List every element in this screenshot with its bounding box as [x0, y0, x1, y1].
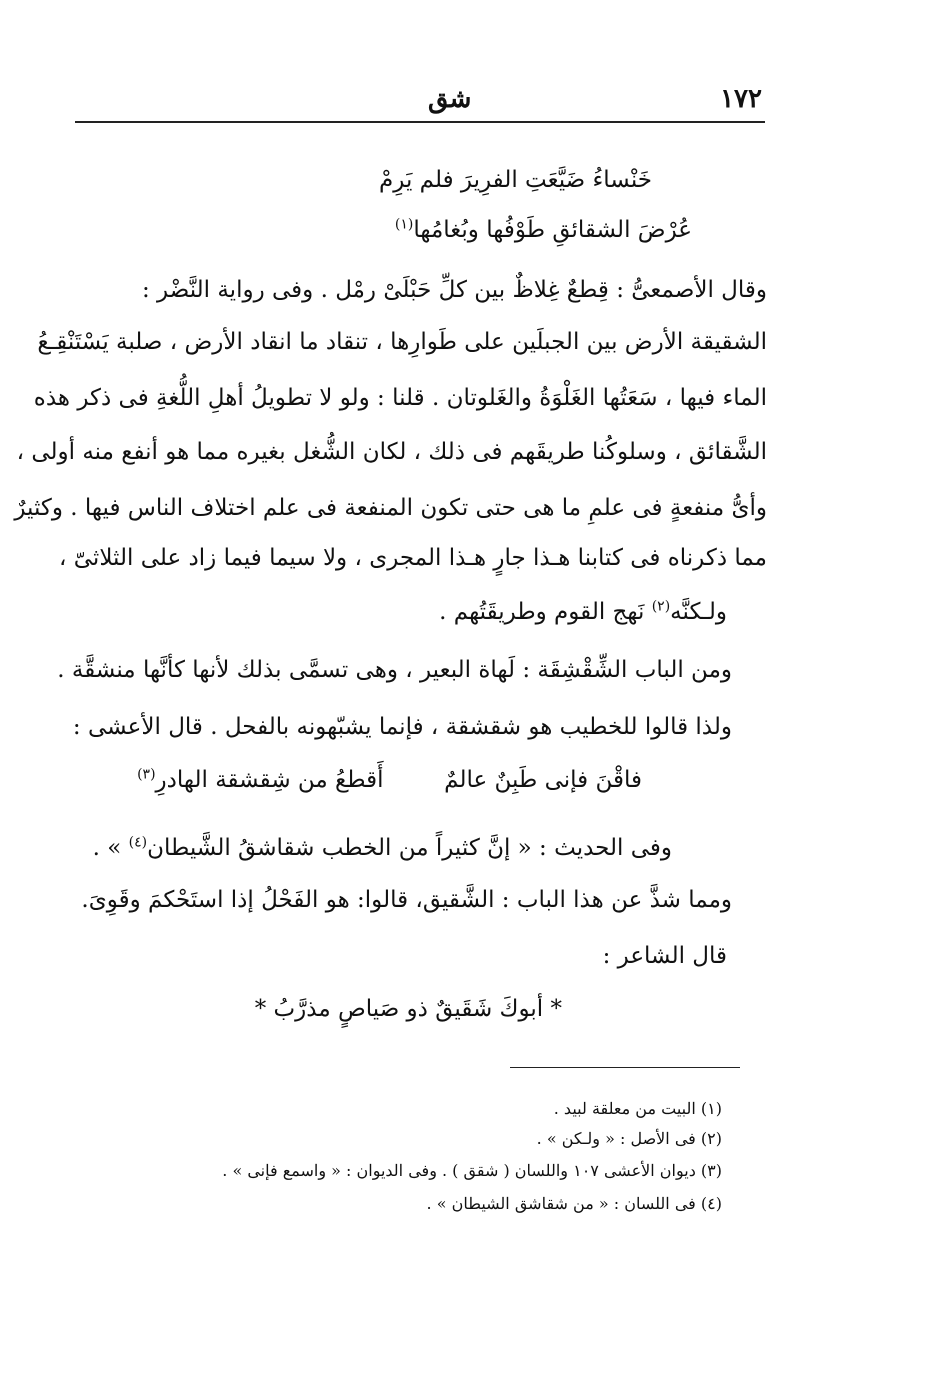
footnote-marker: (١) [394, 216, 414, 233]
paragraph-line [93, 833, 672, 863]
page-number: ١٧٢ [720, 84, 762, 114]
text-segment: » . [92, 835, 122, 861]
verse-line-4: * أبوكَ شَقَيقٌ ذو صَياصٍ مذرَّبُ * [254, 996, 562, 1022]
header-rule [75, 121, 765, 123]
running-head-root: شق [428, 84, 472, 114]
verse-text: خَنْساءُ ضَيَّعَتِ الفرِيرَ فلم يَرِمْ [379, 167, 652, 193]
paragraph-line: ولذا قالوا للخطيب هو شقشقة ، فإنما يشبّهونه بالفحل . قال الأعشى : [72, 714, 732, 740]
footnote-text: ديوان الأعشى ١٠٧ واللسان ( شقق ) . وفى الديوان : « واسمع فإنى » . [222, 1161, 696, 1180]
footnote-text: البيت من معلقة لبيد . [553, 1099, 696, 1118]
verse-line-1 [379, 165, 652, 195]
paragraph-line: وقال الأصمعىُّ : قِطعٌ غِلاظٌ بين كلِّ حَبْلَىْ رمْل . وفى رواية النَّضْر : [142, 277, 767, 303]
verse-hemistich-2: أَقطعُ من شِقشقة الهادرِ [155, 767, 384, 793]
footnote [537, 1128, 722, 1150]
footnote-marker: (٢) [651, 598, 671, 615]
paragraph-line: وأىُّ منفعةٍ فى علمِ ما هى حتى تكون المنفعة فى علم اختلاف الناس فيها . وكثيرٌ [14, 495, 767, 521]
footnote-number: (٣) [700, 1161, 722, 1180]
footnote-number: (٢) [700, 1129, 722, 1148]
footnote-number: (١) [700, 1099, 722, 1118]
paragraph-line: ومما شذَّ عن هذا الباب : الشَّقيق، قالوا: هو الفَحْلُ إذا استَحْكمَ وقَوِىَ. [81, 887, 732, 913]
footnote-rule [510, 1067, 740, 1068]
verse-hemistich-1: فاقْنَ فإنى طَبِنٌ عالمٌ [444, 767, 642, 793]
verse-line-3 [137, 765, 642, 795]
footnote-number: (٤) [700, 1194, 722, 1213]
paragraph-line: ومن الباب الشِّقْشِقَة : لَهاة البعير ، وهى تسمَّى بذلك لأنها كأنَّها منشقَّة . [57, 657, 732, 683]
footnote [222, 1160, 722, 1182]
verse-line-2 [395, 215, 692, 245]
text-segment: وفى الحديث : « إنَّ كثيراً من الخطب شقاشقُ الشَّيطان [147, 835, 672, 861]
footnote-marker: (٤) [128, 834, 148, 851]
footnote-marker: (٣) [137, 766, 156, 783]
footnote-text: فى الأصل : « ولـكن » . [536, 1129, 696, 1148]
text-segment: نَهج القوم وطريقَتُهم . [439, 599, 645, 625]
text-segment: ولـكنَّه [670, 599, 727, 625]
paragraph-line [439, 597, 727, 627]
paragraph-line: مما ذكرناه فى كتابنا هـذا جارٍ هـذا المجرى ، ولا سيما فيما زاد على الثلاثىّ ، [59, 545, 767, 571]
paragraph-line: قال الشاعر : [602, 943, 727, 969]
paragraph-line: الماء فيها ، سَعَتُها الغَلْوَةُ والغَلوتان . قلنا : ولو لا تطويلُ أهلِ اللُّغةِ فى ذكر هذه [33, 385, 767, 411]
paragraph-line: الشَّقائق ، وسلوكُنا طريقَهم فى ذلك ، لكان الشُّغل بغيره مما هو أنفع منه أولى ، [16, 439, 767, 465]
paragraph-line: الشقيقة الأرض بين الجبلَين على طَوارِها ، تنقاد ما انقاد الأرض ، صلبة يَسْتَنْقِـعُ [37, 329, 767, 355]
verse-text: عُرْضَ الشقائقِ طَوْفُها وبُغامُها [413, 217, 692, 243]
footnote [427, 1193, 722, 1215]
footnote-text: فى اللسان : « من شقاشق الشيطان » . [426, 1194, 696, 1213]
footnote [554, 1098, 722, 1120]
